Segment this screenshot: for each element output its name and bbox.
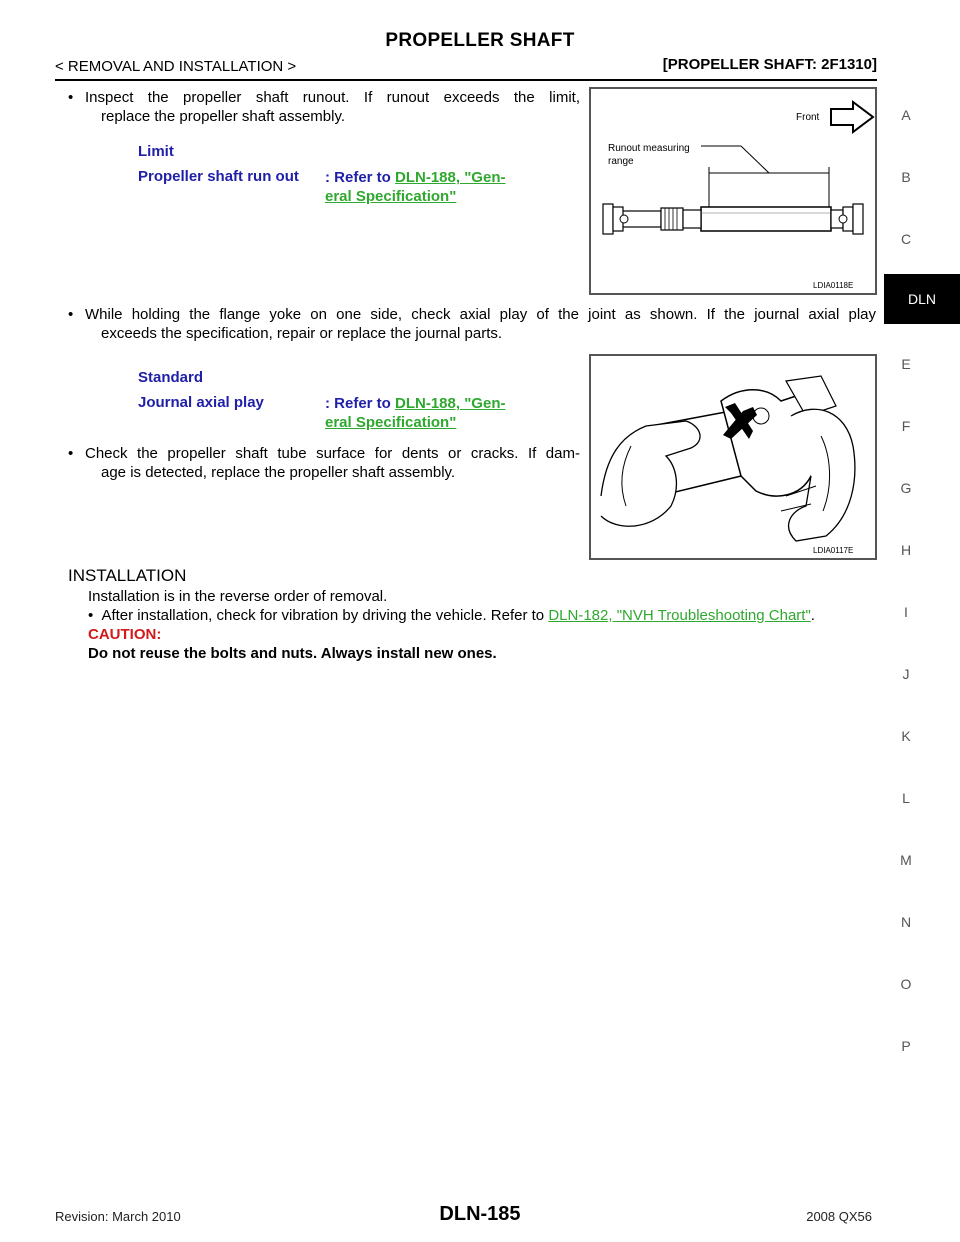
bullet-text-line: Check the propeller shaft tube surface for dents or cracks. If dam- (85, 445, 580, 462)
propeller-shaft-illustration (591, 89, 875, 293)
spec-link-general-spec-cont[interactable]: eral Specification" (325, 188, 457, 205)
sidebar-item-l[interactable]: L (902, 790, 910, 806)
sidebar-item-j[interactable]: J (902, 666, 910, 682)
front-arrow-icon (831, 102, 873, 132)
bullet-text-line: replace the propeller shaft assembly. (101, 108, 346, 125)
sidebar-item-dln-active[interactable]: DLN (884, 274, 960, 324)
bullet-tube-surface (68, 444, 580, 482)
front-label: Front (796, 112, 820, 123)
sidebar-item-n[interactable]: N (900, 914, 912, 930)
sidebar-item-b[interactable]: B (901, 169, 911, 185)
install-bullet-end: . (810, 607, 815, 624)
page-title: PROPELLER SHAFT (385, 30, 575, 51)
spec-heading-standard: Standard (138, 369, 204, 386)
figure-axial-play (589, 354, 877, 560)
bullet-inspect-runout (68, 88, 580, 126)
sidebar-item-o[interactable]: O (900, 976, 912, 992)
sidebar-item-f[interactable]: F (901, 418, 911, 434)
bullet-axial-play (68, 305, 876, 343)
bullet-glyph: • (68, 445, 74, 462)
sidebar-item-h[interactable]: H (900, 542, 912, 558)
spec-link-general-spec-cont[interactable]: eral Specification" (325, 414, 457, 431)
spec-value-runout (325, 168, 505, 206)
install-text: Installation is in the reverse order of removal. (88, 588, 388, 605)
bullet-glyph: • (88, 607, 94, 624)
sidebar-item-c[interactable]: C (900, 231, 912, 247)
figure-id: LDIA0117E (813, 546, 854, 555)
bullet-text-line: While holding the flange yoke on one side, check axial play of the joint as shown. If the journal axial play (85, 306, 876, 323)
revision-date: Revision: March 2010 (55, 1209, 181, 1224)
spec-value-axial-play (325, 394, 505, 432)
section-label: [PROPELLER SHAFT: 2F1310] (662, 56, 877, 73)
bullet-text-line: age is detected, replace the propeller shaft assembly. (101, 464, 456, 481)
bullet-glyph: • (68, 89, 74, 106)
sidebar-item-k[interactable]: K (901, 728, 911, 744)
spec-refer-text: : Refer to (325, 395, 396, 412)
header-rule (55, 79, 877, 81)
spec-link-general-spec[interactable]: DLN-188, "Gen- (395, 169, 506, 186)
figure-id: LDIA0118E (813, 281, 854, 290)
breadcrumb: < REMOVAL AND INSTALLATION > (55, 58, 297, 75)
nvh-chart-link[interactable]: DLN-182, "NVH Troubleshooting Chart" (548, 607, 811, 624)
sidebar-item-a[interactable]: A (901, 107, 911, 123)
spec-label-axial-play: Journal axial play (138, 394, 264, 411)
sidebar-item-e[interactable]: E (901, 356, 911, 372)
install-bullet (88, 606, 815, 625)
caution-text: Do not reuse the bolts and nuts. Always install new ones. (88, 645, 497, 662)
range-label-2: range (608, 156, 634, 167)
spec-heading-limit: Limit (138, 143, 174, 160)
sidebar-item-m[interactable]: M (900, 852, 912, 868)
spec-refer-text: : Refer to (325, 169, 396, 186)
bullet-text-line: exceeds the specification, repair or replace the journal parts. (101, 325, 503, 342)
caution-label: CAUTION: (88, 626, 162, 643)
spec-label-runout: Propeller shaft run out (138, 168, 299, 185)
model-year: 2008 QX56 (806, 1209, 872, 1224)
journal-hands-illustration (591, 356, 875, 558)
sidebar-item-g[interactable]: G (900, 480, 912, 496)
page-number: DLN-185 (439, 1203, 521, 1225)
sidebar-item-p[interactable]: P (901, 1038, 911, 1054)
bullet-glyph: • (68, 306, 74, 323)
sidebar-item-i[interactable]: I (904, 604, 908, 620)
bullet-text-line: Inspect the propeller shaft runout. If runout exceeds the limit, (85, 89, 580, 106)
spec-link-general-spec[interactable]: DLN-188, "Gen- (395, 395, 506, 412)
figure-runout (589, 87, 877, 295)
installation-heading: INSTALLATION (68, 566, 187, 585)
install-bullet-text: After installation, check for vibration by driving the vehicle. Refer to (101, 607, 549, 624)
range-label-1: Runout measuring (608, 143, 690, 154)
